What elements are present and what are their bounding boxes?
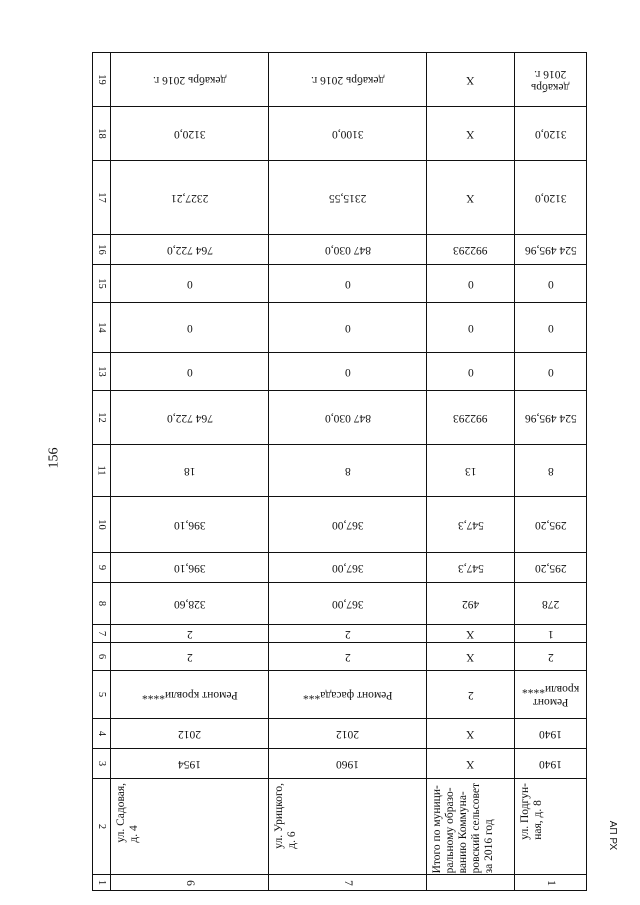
- cell-row4-col10: 295,20: [515, 497, 587, 553]
- column-number: 1: [93, 875, 111, 891]
- column-band-15: [93, 265, 587, 303]
- cell-row3-col5: 2: [427, 671, 515, 719]
- column-band-14: [93, 303, 587, 353]
- cell-row1-col3: 1954: [111, 749, 269, 779]
- cell-row3-col2: Итого по муници- pальному образо- ванию Коммуна- ровский сельсовет за 2016 год: [427, 779, 515, 875]
- cell-row2-col8: 367,00: [269, 583, 427, 625]
- cell-row1-col16: 764 722,0: [111, 235, 269, 265]
- column-band-4: [93, 719, 587, 749]
- cell-row4-col4: 1940: [515, 719, 587, 749]
- cell-row3-col8: 492: [427, 583, 515, 625]
- column-band-17: [93, 161, 587, 235]
- cell-row3-col14: 0: [427, 303, 515, 353]
- cell-row4-col5: Ремонт кровли****: [515, 671, 587, 719]
- column-band-1: [93, 875, 587, 891]
- column-number: 2: [93, 779, 111, 875]
- column-number: 13: [93, 353, 111, 391]
- cell-row3-col6: Х: [427, 643, 515, 671]
- cell-row3-col18: Х: [427, 107, 515, 161]
- column-band-7: [93, 625, 587, 643]
- cell-row4-col19: декабрь 2016 г.: [515, 53, 587, 107]
- column-number: 9: [93, 553, 111, 583]
- cell-row2-col3: 1960: [269, 749, 427, 779]
- column-band-2: [93, 779, 587, 875]
- column-band-5: [93, 671, 587, 719]
- column-band-19: [93, 53, 587, 107]
- cell-row2-col2: ул. Урицкого, д. 6: [269, 779, 427, 875]
- cell-row4-col18: 3120,0: [515, 107, 587, 161]
- cell-row4-col11: 8: [515, 445, 587, 497]
- column-band-11: [93, 445, 587, 497]
- cell-row1-col18: 3120,0: [111, 107, 269, 161]
- column-number: 19: [93, 53, 111, 107]
- column-number: 6: [93, 643, 111, 671]
- column-band-3: [93, 749, 587, 779]
- cell-row1-col1: 6: [111, 875, 269, 891]
- column-number: 17: [93, 161, 111, 235]
- cell-row3-col7: Х: [427, 625, 515, 643]
- cell-row4-col14: 0: [515, 303, 587, 353]
- cell-row2-col15: 0: [269, 265, 427, 303]
- column-band-8: [93, 583, 587, 625]
- cell-row2-col19: декабрь 2016 г.: [269, 53, 427, 107]
- column-number: 3: [93, 749, 111, 779]
- cell-row1-col12: 764 722,0: [111, 391, 269, 445]
- cell-row1-col19: декабрь 2016 г.: [111, 53, 269, 107]
- cell-row3-col19: Х: [427, 53, 515, 107]
- cell-row4-col17: 3120,0: [515, 161, 587, 235]
- cell-row2-col9: 367,00: [269, 553, 427, 583]
- column-band-9: [93, 553, 587, 583]
- cell-row4-col13: 0: [515, 353, 587, 391]
- cell-row2-col16: 847 030,0: [269, 235, 427, 265]
- archive-stamp: АП РХ: [607, 820, 619, 851]
- cell-row1-col14: 0: [111, 303, 269, 353]
- cell-row1-col9: 396,10: [111, 553, 269, 583]
- cell-row2-col6: 2: [269, 643, 427, 671]
- cell-row3-col12: 992293: [427, 391, 515, 445]
- column-number: 16: [93, 235, 111, 265]
- cell-row3-col9: 547,3: [427, 553, 515, 583]
- cell-row2-col13: 0: [269, 353, 427, 391]
- cell-row3-col11: 13: [427, 445, 515, 497]
- cell-row4-col3: 1940: [515, 749, 587, 779]
- cell-row1-col5: Ремонт кровли****: [111, 671, 269, 719]
- cell-row2-col1: 7: [269, 875, 427, 891]
- cell-row1-col4: 2012: [111, 719, 269, 749]
- repair-table: [92, 52, 586, 890]
- column-number: 14: [93, 303, 111, 353]
- cell-row4-col2: ул. Подгун- ная, д. 8: [515, 779, 587, 875]
- cell-row1-col2: ул. Садовая, д. 4: [111, 779, 269, 875]
- cell-row1-col15: 0: [111, 265, 269, 303]
- column-number: 7: [93, 625, 111, 643]
- cell-row3-col4: Х: [427, 719, 515, 749]
- column-number: 12: [93, 391, 111, 445]
- cell-row1-col8: 328,60: [111, 583, 269, 625]
- cell-row2-col7: 2: [269, 625, 427, 643]
- cell-row4-col12: 524 495,96: [515, 391, 587, 445]
- cell-row3-col15: 0: [427, 265, 515, 303]
- cell-row3-col16: 992293: [427, 235, 515, 265]
- column-number: 8: [93, 583, 111, 625]
- column-band-12: [93, 391, 587, 445]
- cell-row4-col6: 2: [515, 643, 587, 671]
- cell-row3-col10: 547,3: [427, 497, 515, 553]
- cell-row4-col8: 278: [515, 583, 587, 625]
- cell-row2-col11: 8: [269, 445, 427, 497]
- cell-row3-col17: Х: [427, 161, 515, 235]
- cell-row3-col1: [427, 875, 515, 891]
- cell-row2-col5: Ремонт фасада***: [269, 671, 427, 719]
- column-band-18: [93, 107, 587, 161]
- cell-row1-col7: 2: [111, 625, 269, 643]
- cell-row4-col16: 524 495,96: [515, 235, 587, 265]
- column-number: 18: [93, 107, 111, 161]
- cell-row4-col9: 295,20: [515, 553, 587, 583]
- cell-row2-col18: 3100,0: [269, 107, 427, 161]
- column-band-16: [93, 235, 587, 265]
- cell-row3-col13: 0: [427, 353, 515, 391]
- column-number: 15: [93, 265, 111, 303]
- page-number: 156: [46, 447, 62, 469]
- cell-row2-col17: 2315,55: [269, 161, 427, 235]
- column-number: 11: [93, 445, 111, 497]
- cell-row4-col1: 1: [515, 875, 587, 891]
- column-band-13: [93, 353, 587, 391]
- column-number: 10: [93, 497, 111, 553]
- column-band-6: [93, 643, 587, 671]
- cell-row2-col12: 847 030,0: [269, 391, 427, 445]
- cell-row1-col10: 396,10: [111, 497, 269, 553]
- cell-row1-col13: 0: [111, 353, 269, 391]
- column-number: 4: [93, 719, 111, 749]
- cell-row1-col6: 2: [111, 643, 269, 671]
- cell-row1-col17: 2327,21: [111, 161, 269, 235]
- cell-row4-col7: 1: [515, 625, 587, 643]
- cell-row3-col3: Х: [427, 749, 515, 779]
- cell-row2-col10: 367,00: [269, 497, 427, 553]
- column-number: 5: [93, 671, 111, 719]
- cell-row2-col4: 2012: [269, 719, 427, 749]
- column-band-10: [93, 497, 587, 553]
- cell-row2-col14: 0: [269, 303, 427, 353]
- cell-row4-col15: 0: [515, 265, 587, 303]
- cell-row1-col11: 18: [111, 445, 269, 497]
